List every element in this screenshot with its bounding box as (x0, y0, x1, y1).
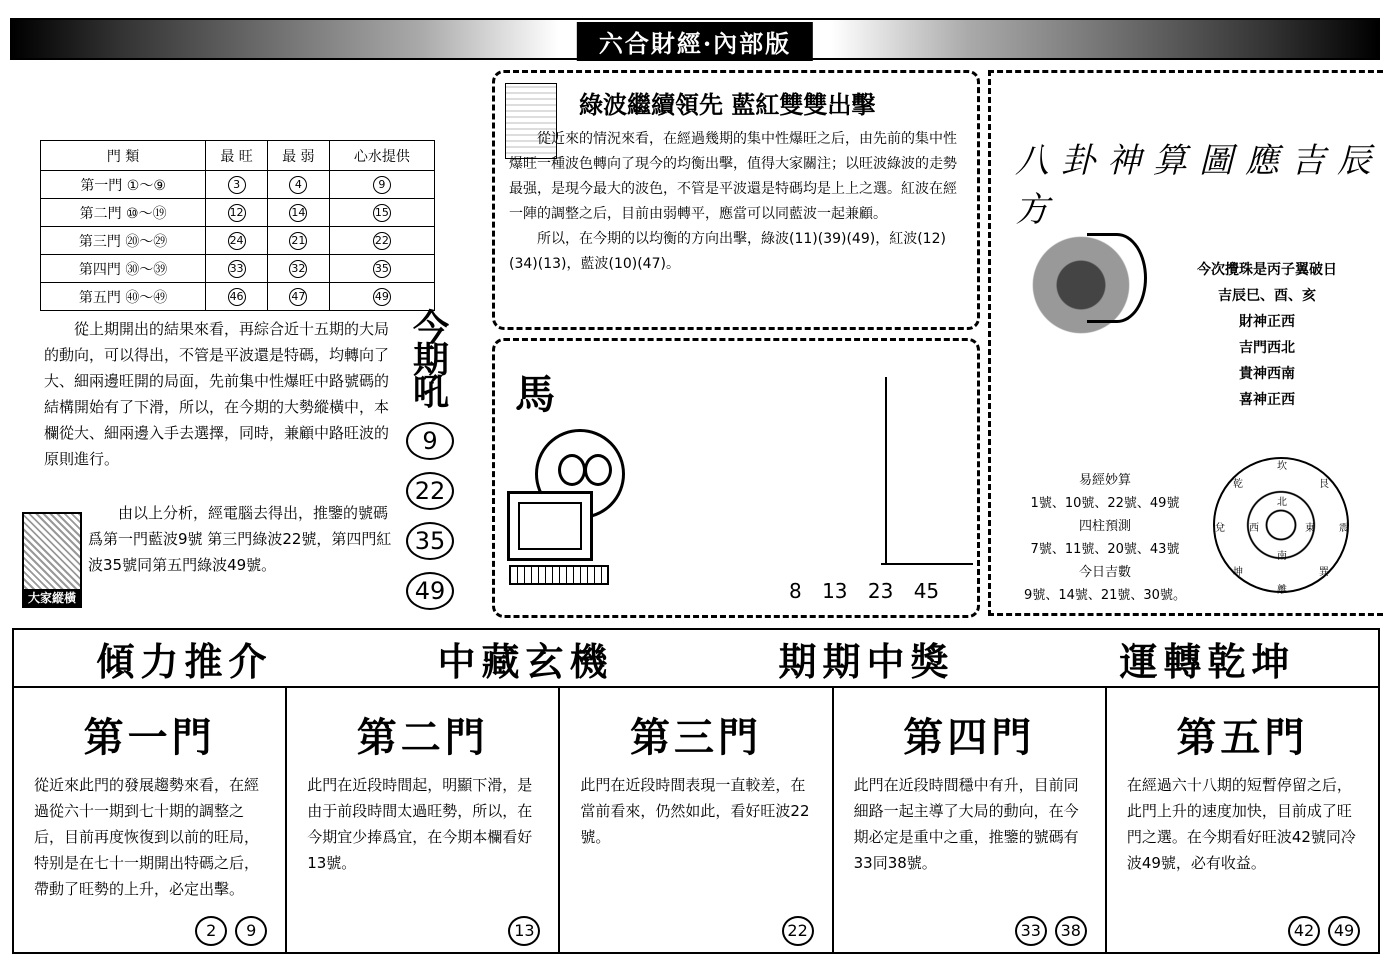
recommendation-paragraph: 由以上分析，經電腦去得出，推鑒的號碼爲第一門藍波9號 第三門綠波22號，第四門紅波35號同第五門綠波49號。 (88, 504, 392, 574)
column-picks (782, 916, 814, 946)
column-text: 在經過六十八期的短暫停留之后，此門上升的速度加快，目前成了旺門之選。在今期看好旺波42號同冷波49號，必有收益。 (1126, 776, 1356, 872)
article-paragraph: 從近來的情況來看，在經過幾期的集中性爆旺之后，由先前的集中性爆旺一種波色轉向了現今的均衡出擊，值得大家關注；以旺波綠波的走勢最强，是現今最大的波色，不管是平波還是特碼均是上上之選。紅波在經一陣的調整之后，目前由弱轉平，應當可以同藍波一起兼顧。 (509, 131, 957, 222)
deities-list (1177, 257, 1357, 413)
roar-title: 今期吼 (412, 307, 449, 413)
slogan-bar (14, 630, 1378, 688)
bagua-center-w: 西 (1249, 523, 1259, 534)
header-weak: 最 弱 (267, 141, 329, 171)
header-door: 門 類 (41, 141, 206, 171)
door-column (287, 688, 560, 954)
pick-number: 49 (1328, 916, 1360, 946)
cartoon-box (492, 338, 980, 618)
table-row (41, 227, 435, 255)
prediction-list (1005, 469, 1205, 607)
statue-image (22, 512, 82, 608)
tip-number: 15 (373, 204, 391, 222)
column-text: 此門在近段時間起，明顯下滑，是由于前段時間太過旺勢，所以，在今期宜少捧爲宜，在今期本欄看好13號。 (307, 776, 533, 872)
bagua-s: 離 (1277, 585, 1287, 596)
tip-number: 49 (373, 288, 391, 306)
list-item: 今次攪珠是丙子翼破日 (1197, 262, 1337, 278)
column-picks (508, 916, 540, 946)
slogan: 傾力推介 (96, 638, 273, 684)
article-box (492, 70, 980, 330)
pick-number: 9 (235, 916, 267, 946)
weak-number: 21 (289, 232, 307, 250)
bagua-sw: 坤 (1233, 567, 1243, 578)
list-item: 9號、14號、21號、30號。 (1024, 588, 1186, 603)
header-best: 最 旺 (206, 141, 268, 171)
list-item: 易經妙算 (1078, 473, 1131, 488)
horse-glyph: 馬 (515, 371, 555, 418)
pick-number: 2 (195, 916, 227, 946)
column-text: 從近來此門的發展趨勢來看，在經過從六十一期到七十期的調整之后，目前再度恢復到以前的旺局，特别是在七十一期開出特碼之后，帶動了旺勢的上升，必定出擊。 (34, 776, 260, 898)
door-table (40, 140, 435, 311)
article-body (509, 127, 967, 277)
right-heading: 八卦神算圖應吉辰方 (1015, 141, 1383, 230)
best-number: 3 (228, 176, 246, 194)
best-number: 33 (228, 260, 246, 278)
list-item: 財神正西 (1239, 314, 1295, 330)
door-cell: 第一門 ①～⑨ (41, 171, 206, 199)
bagua-ne: 艮 (1319, 479, 1329, 490)
column-title: 第三門 (630, 714, 762, 761)
header-tip: 心水提供 (329, 141, 434, 171)
bagua-diagram (1213, 457, 1349, 596)
weak-number: 14 (289, 204, 307, 222)
cartoon-numbers: 8 13 23 45 (789, 579, 940, 603)
column-title: 第五門 (1176, 714, 1309, 761)
column-picks (1288, 916, 1360, 946)
slogan: 中藏玄機 (437, 638, 614, 684)
page-title: 六合財經·內部版 (577, 22, 813, 61)
table-row (41, 199, 435, 227)
roar-number: 22 (406, 472, 454, 510)
column-title: 第二門 (356, 714, 489, 761)
roar-number: 35 (406, 522, 454, 560)
divider (881, 563, 973, 565)
table-header-row (41, 141, 435, 171)
bagua-center-s: 南 (1277, 551, 1287, 562)
pick-number: 33 (1015, 916, 1047, 946)
statue-label: 大家縱橫 (24, 589, 80, 606)
door-cell: 第五門 ㊵～㊾ (41, 283, 206, 311)
list-item: 吉門西北 (1239, 340, 1295, 356)
column-text: 此門在近段時間穩中有升，目前同細路一起主導了大局的動向，在今期必定是重中之重，推鑒的號碼有33同38號。 (853, 776, 1079, 872)
column-picks (195, 916, 267, 946)
bagua-w: 兌 (1215, 523, 1225, 534)
pick-number: 42 (1288, 916, 1320, 946)
pick-number: 13 (508, 916, 540, 946)
list-item: 喜神正西 (1239, 392, 1295, 408)
column-picks (1015, 916, 1087, 946)
weak-number: 47 (289, 288, 307, 306)
table-row (41, 283, 435, 311)
bagua-center-n: 北 (1277, 497, 1287, 508)
tip-number: 35 (373, 260, 391, 278)
bagua-e: 震 (1339, 523, 1349, 534)
analysis-paragraph: 從上期開出的結果來看，再綜合近十五期的大局的動向，可以得出，不管是平波還是特碼，均轉向了大、細兩邊旺開的局面，先前集中性爆旺中路號碼的結構開始有了下滑，所以，在今期的大勢縱橫中，本欄從大、細兩邊入手去選擇，同時，兼顧中路旺波的原則進行。 (44, 320, 390, 468)
weak-number: 32 (289, 260, 307, 278)
divider (885, 377, 887, 563)
table-row (41, 255, 435, 283)
pick-number: 38 (1055, 916, 1087, 946)
slogan: 期期中獎 (778, 638, 955, 684)
list-item: 貴神西南 (1239, 366, 1295, 382)
bagua-se: 巽 (1319, 567, 1329, 578)
weak-number: 4 (289, 176, 307, 194)
best-number: 46 (228, 288, 246, 306)
door-column (834, 688, 1107, 954)
door-cell: 第四門 ㉚～㊴ (41, 255, 206, 283)
article-paragraph: 所以，在今期的以均衡的方向出擊，綠波(11)(39)(49)，紅波(12)(34)(13)，藍波(10)(47)。 (509, 231, 946, 272)
door-cell: 第二門 ⑩～⑲ (41, 199, 206, 227)
best-number: 12 (228, 204, 246, 222)
article-title: 綠波繼續領先 藍紅雙雙出擊 (579, 90, 876, 119)
door-column (1107, 688, 1378, 954)
roar-number: 9 (406, 422, 454, 460)
list-item: 吉辰巳、酉、亥 (1218, 288, 1316, 304)
bagua-n: 坎 (1277, 461, 1287, 472)
pick-number: 22 (782, 916, 814, 946)
bagua-center-e: 東 (1305, 523, 1315, 534)
list-item: 四柱預測 (1078, 519, 1131, 534)
door-column (560, 688, 833, 954)
door-columns (14, 688, 1378, 954)
tip-number: 9 (373, 176, 391, 194)
column-title: 第四門 (903, 714, 1036, 761)
slogan: 運轉乾坤 (1119, 638, 1296, 684)
list-item: 1號、10號、22號、49號 (1030, 496, 1180, 511)
roar-number: 49 (406, 572, 454, 610)
right-panel (988, 70, 1383, 616)
bagua-nw: 乾 (1233, 479, 1243, 490)
top-banner (10, 18, 1380, 60)
table-row (41, 171, 435, 199)
best-number: 24 (228, 232, 246, 250)
column-title: 第一門 (83, 714, 216, 761)
tip-number: 22 (373, 232, 391, 250)
list-item: 7號、11號、20號、43號 (1030, 542, 1180, 557)
column-text: 此門在近段時間表現一直較差，在當前看來，仍然如此，看好旺波22號。 (580, 776, 810, 846)
list-item: 今日吉數 (1078, 565, 1131, 580)
bottom-section (12, 628, 1380, 954)
computer-monitor-icon (507, 491, 593, 561)
bow-icon (1087, 233, 1147, 323)
door-column (14, 688, 287, 954)
keyboard-icon (509, 565, 609, 585)
door-cell: 第三門 ⑳～㉙ (41, 227, 206, 255)
